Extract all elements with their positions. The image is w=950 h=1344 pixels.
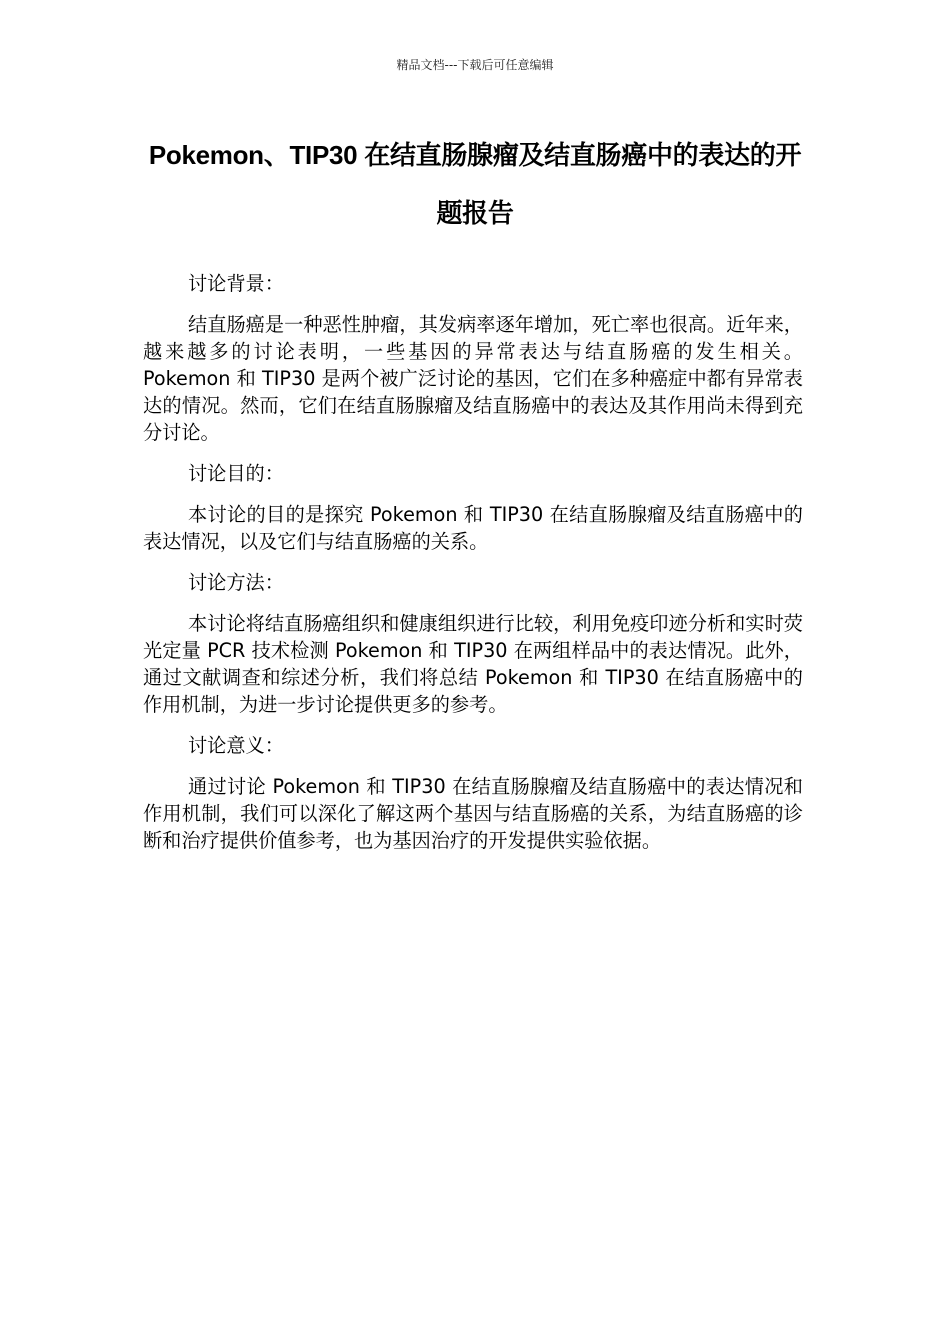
document-body xyxy=(143,270,803,868)
section-paragraph-method: 本讨论将结直肠癌组织和健康组织进行比较，利用免疫印迹分析和实时荧光定量 PCR 技术检测 Pokemon 和 TIP30 在两组样品中的表达情况。此外，通过文献调查和综述分析，我们将总结 Pokemon 和 TIP30 在结直肠癌中的作用机制，为进一步讨论提供更多的参考。 xyxy=(143,612,803,716)
page-header: 精品文档---下载后可任意编辑 xyxy=(396,58,554,72)
section-heading-purpose: 讨论目的： xyxy=(188,462,284,485)
section-paragraph-background: 结直肠癌是一种恶性肿瘤，其发病率逐年增加，死亡率也很高。近年来，越来越多的讨论表明，一些基因的异常表达与结直肠癌的发生相关。Pokemon 和 TIP30 是两个被广泛讨论的基因，它们在多种癌症中都有异常表达的情况。然而，它们在结直肠腺瘤及结直肠癌中的表达及其作用尚未得到充分讨论。 xyxy=(143,313,803,444)
section-paragraph-purpose: 本讨论的目的是探究 Pokemon 和 TIP30 在结直肠腺瘤及结直肠癌中的表达情况，以及它们与结直肠癌的关系。 xyxy=(143,503,803,553)
document-title: Pokemon、TIP30 在结直肠腺瘤及结直肠癌中的表达的开题报告 xyxy=(148,140,802,228)
section-heading-method: 讨论方法： xyxy=(188,571,284,594)
section-heading-background: 讨论背景： xyxy=(188,272,284,295)
section-heading-significance: 讨论意义： xyxy=(188,734,284,757)
section-paragraph-significance: 通过讨论 Pokemon 和 TIP30 在结直肠腺瘤及结直肠癌中的表达情况和作用机制，我们可以深化了解这两个基因与结直肠癌的关系，为结直肠癌的诊断和治疗提供价值参考，也为基因治疗的开发提供实验依据。 xyxy=(143,775,803,852)
